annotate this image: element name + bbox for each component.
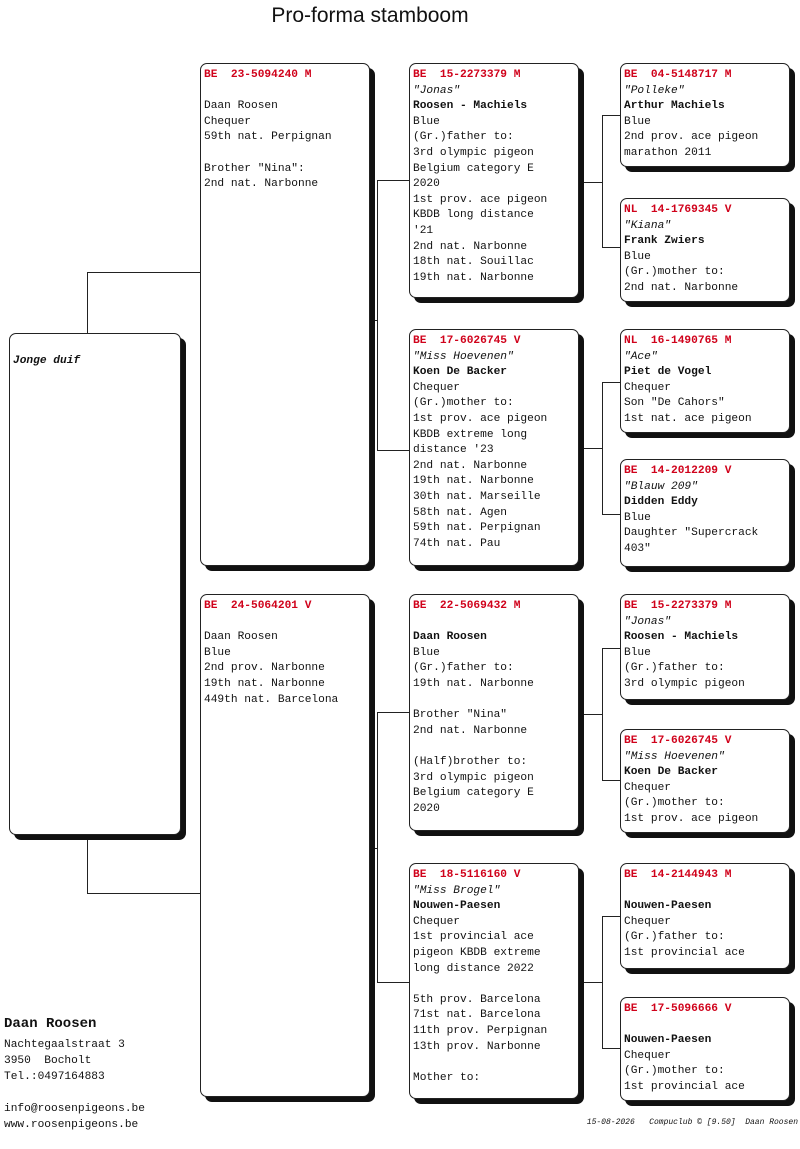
connector-dd-out	[578, 982, 603, 983]
info-line: 449th nat. Barcelona	[204, 693, 339, 706]
breeder-website[interactable]: www.roosenpigeons.be	[4, 1119, 139, 1131]
pigeon-name: "Miss Hoevenen"	[624, 750, 725, 763]
owner-name: Piet de Vogel	[624, 366, 712, 379]
info-line: 19th nat. Narbonne	[413, 271, 534, 284]
subject-label: Jonge duif	[13, 355, 81, 367]
blank-line	[204, 84, 366, 100]
info-line: Belgium category E	[413, 162, 534, 175]
connector-to-sire	[87, 272, 200, 273]
pigeon-name: "Miss Hoevenen"	[413, 350, 514, 363]
info-line: 2nd nat. Narbonne	[624, 281, 739, 294]
connector-ss-top	[602, 115, 620, 116]
info-line: Blue	[204, 646, 231, 659]
info-line: (Gr.)father to:	[413, 131, 514, 144]
info-line: Chequer	[624, 915, 671, 928]
owner-name: Nouwen-Paesen	[624, 1034, 712, 1047]
blank-line	[413, 739, 575, 755]
info-line: (Gr.)mother to:	[624, 1065, 725, 1078]
ring-number: BE 14-2144943 M	[624, 869, 732, 881]
info-line: 2020	[413, 178, 440, 191]
pigeon-name: "Ace"	[624, 350, 658, 363]
info-line: (Gr.)father to:	[624, 931, 725, 944]
info-line: 2nd nat. Narbonne	[413, 724, 528, 737]
info-line: Daan Roosen	[204, 100, 278, 113]
info-line: (Gr.)mother to:	[624, 797, 725, 810]
ring-number: BE 22-5069432 M	[413, 600, 521, 612]
ring-number: BE 24-5064201 V	[204, 600, 312, 612]
info-line: 5th prov. Barcelona	[413, 993, 541, 1006]
info-line: 30th nat. Marseille	[413, 490, 541, 503]
pigeon-sire-dam-sire[interactable]	[620, 329, 790, 433]
info-line: 2nd prov. Narbonne	[204, 662, 325, 675]
info-line: Blue	[624, 511, 651, 524]
info-line: Chequer	[204, 115, 251, 128]
connector-sire-top	[377, 180, 409, 181]
owner-name: Frank Zwiers	[624, 235, 705, 248]
info-line: 59th nat. Perpignan	[413, 522, 541, 535]
info-line: Blue	[624, 115, 651, 128]
pigeon-dam[interactable]	[200, 594, 370, 1097]
pigeon-sire-sire-sire[interactable]	[620, 63, 790, 167]
info-line: 1st prov. ace pigeon	[413, 193, 548, 206]
pigeon-name: "Jonas"	[413, 84, 460, 97]
info-line: KBDB long distance	[413, 209, 534, 222]
pigeon-name: "Jonas"	[624, 615, 671, 628]
pigeon-sire-sire[interactable]	[409, 63, 579, 298]
info-line: 19th nat. Narbonne	[413, 475, 534, 488]
pigeon-sire[interactable]	[200, 63, 370, 566]
info-line: Chequer	[624, 381, 671, 394]
info-line: Blue	[624, 646, 651, 659]
info-line: 2nd prov. ace pigeon	[624, 131, 759, 144]
connector-ss-out	[578, 182, 603, 183]
info-line: KBDB extreme long	[413, 428, 528, 441]
pigeon-dam-dam-sire[interactable]	[620, 863, 790, 969]
info-line: 1st provincial ace	[624, 946, 745, 959]
connector-ss-bottom	[602, 247, 620, 248]
connector-ds-bottom	[602, 780, 620, 781]
info-line: 19th nat. Narbonne	[413, 677, 534, 690]
connector-ds-top	[602, 648, 620, 649]
owner-name: Nouwen-Paesen	[624, 900, 712, 913]
info-line: Chequer	[413, 915, 460, 928]
info-line: pigeon KBDB extreme	[413, 946, 541, 959]
owner-name: Arthur Machiels	[624, 100, 725, 113]
ring-number: BE 23-5094240 M	[204, 69, 312, 81]
connector-sd-bottom	[602, 514, 620, 515]
info-line: '21	[413, 224, 434, 237]
info-line: 58th nat. Agen	[413, 506, 507, 519]
page-title: Pro-forma stamboom	[271, 4, 469, 27]
info-line: 1st provincial ace	[624, 1080, 745, 1093]
pigeon-dam-dam-dam[interactable]	[620, 997, 790, 1101]
blank-line	[413, 615, 575, 631]
ring-number: BE 14-2012209 V	[624, 465, 732, 477]
info-line: Daughter "Supercrack	[624, 527, 759, 540]
ring-number: BE 17-5096666 V	[624, 1003, 732, 1015]
ring-number: BE 04-5148717 M	[624, 69, 732, 81]
info-line: Chequer	[413, 381, 460, 394]
info-line: 2020	[413, 802, 440, 815]
info-line: 1st prov. ace pigeon	[413, 412, 548, 425]
owner-name: Koen De Backer	[413, 366, 507, 379]
pigeon-name: "Polleke"	[624, 84, 685, 97]
info-line: (Gr.)father to:	[624, 662, 725, 675]
pigeon-dam-sire[interactable]	[409, 594, 579, 831]
owner-name: Didden Eddy	[624, 496, 698, 509]
info-line: (Half)brother to:	[413, 755, 528, 768]
connector-dam-vertical	[377, 712, 378, 982]
connector-to-dam	[87, 893, 200, 894]
connector-ss-vertical	[602, 115, 603, 247]
connector-ds-out	[578, 714, 603, 715]
info-line: Brother "Nina"	[413, 709, 507, 722]
pigeon-sire-dam[interactable]	[409, 329, 579, 566]
info-line: Belgium category E	[413, 787, 534, 800]
breeder-street: Nachtegaalstraat 3	[4, 1039, 125, 1051]
pigeon-name: "Blauw 209"	[624, 480, 698, 493]
info-line: 19th nat. Narbonne	[204, 677, 325, 690]
blank-line	[413, 977, 575, 993]
ring-number: BE 15-2273379 M	[624, 600, 732, 612]
info-line: 74th nat. Pau	[413, 537, 501, 550]
info-line: 18th nat. Souillac	[413, 256, 534, 269]
info-line: distance '23	[413, 444, 494, 457]
info-line: 3rd olympic pigeon	[624, 677, 745, 690]
blank-line	[413, 1055, 575, 1071]
info-line: 71st nat. Barcelona	[413, 1009, 541, 1022]
connector-sire-out	[370, 320, 378, 321]
connector-sd-out	[578, 448, 603, 449]
ring-number: BE 17-6026745 V	[624, 735, 732, 747]
connector-dam-out	[370, 848, 378, 849]
subject-box[interactable]	[9, 333, 181, 835]
info-line: (Gr.)mother to:	[624, 266, 725, 279]
info-line: 3rd olympic pigeon	[413, 771, 534, 784]
breeder-phone: Tel.:0497164883	[4, 1071, 105, 1083]
info-line: (Gr.)father to:	[413, 662, 514, 675]
info-line: 403"	[624, 542, 651, 555]
breeder-name: Daan Roosen	[4, 1016, 97, 1032]
blank-line	[204, 615, 366, 631]
connector-sire-vertical	[377, 180, 378, 450]
blank-line	[624, 1018, 786, 1034]
info-line: (Gr.)mother to:	[413, 397, 514, 410]
owner-name: Koen De Backer	[624, 766, 718, 779]
connector-dd-top	[602, 916, 620, 917]
info-line: Mother to:	[413, 1071, 481, 1084]
pigeon-dam-sire-dam[interactable]	[620, 729, 790, 833]
ring-number: BE 18-5116160 V	[413, 869, 521, 881]
blank-line	[624, 884, 786, 900]
pigeon-name: "Kiana"	[624, 219, 671, 232]
ring-number: BE 17-6026745 V	[413, 335, 521, 347]
info-line: 11th prov. Perpignan	[413, 1024, 548, 1037]
connector-dam-top	[377, 712, 409, 713]
info-line: 2nd nat. Narbonne	[204, 178, 319, 191]
ring-number: NL 16-1490765 M	[624, 335, 732, 347]
owner-name: Roosen - Machiels	[413, 100, 528, 113]
info-line: Chequer	[624, 781, 671, 794]
info-line: 2nd nat. Narbonne	[413, 459, 528, 472]
breeder-city: 3950 Bocholt	[4, 1055, 92, 1067]
info-line: Daan Roosen	[204, 631, 278, 644]
connector-dd-bottom	[602, 1048, 620, 1049]
ring-number: NL 14-1769345 V	[624, 204, 732, 216]
print-footer: 15-08-2026 Compuclub © [9.50] Daan Roosen	[586, 1118, 798, 1127]
info-line: Blue	[413, 646, 440, 659]
connector-sd-top	[602, 382, 620, 383]
info-line: Son "De Cahors"	[624, 397, 725, 410]
breeder-email[interactable]: info@roosenpigeons.be	[4, 1103, 145, 1115]
pigeon-dam-sire-sire[interactable]	[620, 594, 790, 700]
info-line: 1st provincial ace	[413, 931, 534, 944]
connector-sire-bottom	[377, 450, 409, 451]
blank-line	[204, 146, 366, 162]
info-line: 1st prov. ace pigeon	[624, 812, 759, 825]
connector-dam-bottom	[377, 982, 409, 983]
pigeon-name: "Miss Brogel"	[413, 884, 501, 897]
info-line: Blue	[413, 115, 440, 128]
info-line: Chequer	[624, 1049, 671, 1062]
owner-name: Nouwen-Paesen	[413, 900, 501, 913]
info-line: 1st nat. ace pigeon	[624, 412, 752, 425]
info-line: 13th prov. Narbonne	[413, 1040, 541, 1053]
owner-name: Daan Roosen	[413, 631, 487, 644]
info-line: Blue	[624, 250, 651, 263]
info-line: 59th nat. Perpignan	[204, 131, 332, 144]
info-line: 2nd nat. Narbonne	[413, 240, 528, 253]
pigeon-sire-dam-dam[interactable]	[620, 459, 790, 567]
owner-name: Roosen - Machiels	[624, 631, 739, 644]
pigeon-sire-sire-dam[interactable]	[620, 198, 790, 302]
ring-number: BE 15-2273379 M	[413, 69, 521, 81]
info-line: Brother "Nina":	[204, 162, 305, 175]
pigeon-dam-dam[interactable]	[409, 863, 579, 1099]
blank-line	[413, 693, 575, 709]
info-line: marathon 2011	[624, 146, 712, 159]
info-line: 3rd olympic pigeon	[413, 146, 534, 159]
info-line: long distance 2022	[413, 962, 534, 975]
